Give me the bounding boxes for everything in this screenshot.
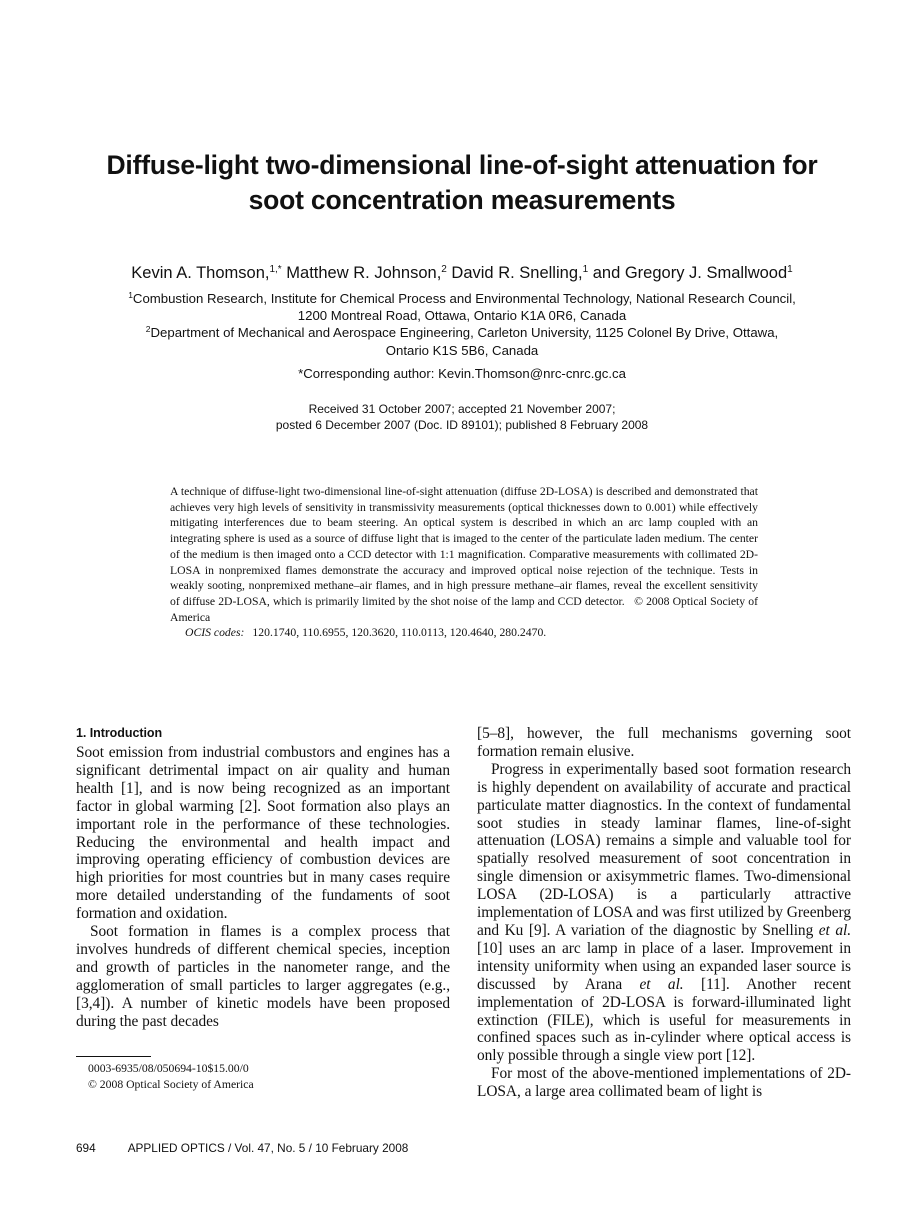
et-al: et al.: [639, 975, 684, 993]
affiliation-text: Combustion Research, Institute for Chemical Process and Environmental Technology, National Research Council,: [132, 291, 796, 306]
abstract-body: [170, 484, 758, 625]
ocis-codes: [170, 625, 758, 641]
body-paragraph: Soot emission from industrial combustors and engines has a significant detrimental impact on air quality and human health [1], and is now being recognized as an important factor in global warming [2]. Soot formation also plays an important role in the performance of these technologies. Reducing the environmental and health impact and improving operating efficiency of combustion devices are high priorities for most countries but in many cases require more detailed understanding of the fundaments of soot formation and oxidation.: [76, 744, 450, 923]
ocis-label: OCIS codes:: [185, 626, 245, 640]
body-column-right: [477, 725, 851, 1101]
affiliation-list: [40, 290, 884, 359]
paragraph-text: [11]. Another recent implementation of 2D-LOSA is forward-illuminated light extinction (FILE), which is useful for measurements in confined spaces such as in-cylinder where optical access is only possible through a single view port [12].: [477, 975, 851, 1065]
et-al: et al.: [818, 921, 851, 939]
author-name: David R. Snelling,: [446, 264, 583, 282]
footnote-rule: [76, 1056, 151, 1057]
paper-title: [40, 148, 884, 218]
dates-line-1: Received 31 October 2007; accepted 21 November 2007;: [308, 402, 616, 416]
footnote-code: 0003-6935/08/050694-10$15.00/0: [88, 1062, 249, 1075]
title-line-2: soot concentration measurements: [248, 185, 676, 215]
author-name: Matthew R. Johnson,: [281, 264, 442, 282]
body-paragraph: For most of the above-mentioned implementations of 2D-LOSA, a large area collimated beam of light is: [477, 1065, 851, 1101]
abstract: [170, 484, 758, 641]
author-mark: 1: [787, 264, 793, 275]
body-paragraph: Soot formation in flames is a complex process that involves hundreds of different chemical species, inception and growth of particles in the nanometer range, and the agglomeration of small particles to larger aggregates (e.g., [3,4]). A number of kinetic models have been proposed during the past decades: [76, 923, 450, 1030]
ocis-values: 120.1740, 110.6955, 120.3620, 110.0113, 120.4640, 280.2470.: [252, 626, 547, 640]
section-heading: 1. Introduction: [76, 726, 163, 740]
abstract-text: A technique of diffuse-light two-dimensional line-of-sight attenuation (diffuse 2D-LOSA) is described and demonstrated that achieves very high levels of sensitivity in transmissivity measurements (optical thicknesses down to 0.001) while effectively mitigating interferences due to beam steering. An optical system is described in which an arc lamp coupled with an integrating sphere is used as a source of diffuse light that is imaged to the center of the particulate laden medium. The center of the medium is then imaged onto a CCD detector with 1:1 magnification. Comparative measurements with collimated 2D-LOSA in nonpremixed flames demonstrate the accuracy and improved optical noise rejection of the technique. Tests in weakly sooting, nonpremixed methane–air flames, and in high pressure methane–air flames, reveal the excellent sensitivity of diffuse 2D-LOSA, which is primarily limited by the shot noise of the lamp and CCD detector.: [170, 485, 758, 608]
corresponding-author: *Corresponding author: Kevin.Thomson@nrc-cnrc.gc.ca: [298, 366, 626, 381]
paragraph-text: [10] uses an arc lamp in place of a laser. Improvement in intensity uniformity when using an expanded laser source is discussed by Arana: [477, 939, 851, 993]
author-mark: 2: [441, 264, 447, 275]
page-footer: [76, 1140, 408, 1156]
affiliation-text: Department of Mechanical and Aerospace Engineering, Carleton University, 1125 Colonel By Drive, Ottawa,: [150, 325, 779, 341]
paragraph-text: Progress in experimentally based soot formation research is highly dependent on availability of accurate and practical particulate matter diagnostics. In the context of fundamental soot studies in steady laminar flames, line-of-sight attenuation (LOSA) remains a simple and valuable tool for spatially resolved measurement of soot concentration in single dimension or axisymmetric flames. Two-dimensional LOSA (2D-LOSA) is a particularly attractive implementation of LOSA and was first utilized by Greenberg and Ku [9]. A variation of the diagnostic by Snelling: [477, 760, 851, 939]
publication-dates: [40, 401, 884, 433]
dates-line-2: posted 6 December 2007 (Doc. ID 89101); published 8 February 2008: [275, 418, 649, 432]
body-paragraph: [5–8], however, the full mechanisms governing soot formation remain elusive.: [477, 725, 851, 760]
author-name: and Gregory J. Smallwood: [588, 264, 788, 282]
author-mark: 1: [582, 264, 589, 275]
affiliation-2-line-1: [40, 324, 884, 341]
footnotes: [88, 1061, 254, 1093]
affiliation-mark: 2: [145, 324, 151, 335]
body-paragraph: [477, 761, 851, 1065]
abstract-copyright: © 2008 Optical Society of America: [170, 594, 759, 624]
author-name: Kevin A. Thomson,: [131, 264, 270, 282]
author-list: [40, 262, 884, 284]
author-mark: 1,*: [269, 264, 282, 275]
affiliation-1-line-2: 1200 Montreal Road, Ottawa, Ontario K1A 0R6, Canada: [297, 308, 627, 324]
title-line-1: Diffuse-light two-dimensional line-of-sight attenuation for: [106, 150, 818, 180]
footnote-copyright: © 2008 Optical Society of America: [88, 1078, 254, 1091]
affiliation-mark: 1: [128, 290, 133, 300]
page-number: 694: [76, 1141, 96, 1155]
journal-info: APPLIED OPTICS / Vol. 47, No. 5 / 10 February 2008: [127, 1141, 409, 1155]
affiliation-1-line-1: [40, 290, 884, 307]
affiliation-2-line-2: Ontario K1S 5B6, Canada: [385, 342, 539, 358]
body-column-left: [76, 725, 450, 1031]
